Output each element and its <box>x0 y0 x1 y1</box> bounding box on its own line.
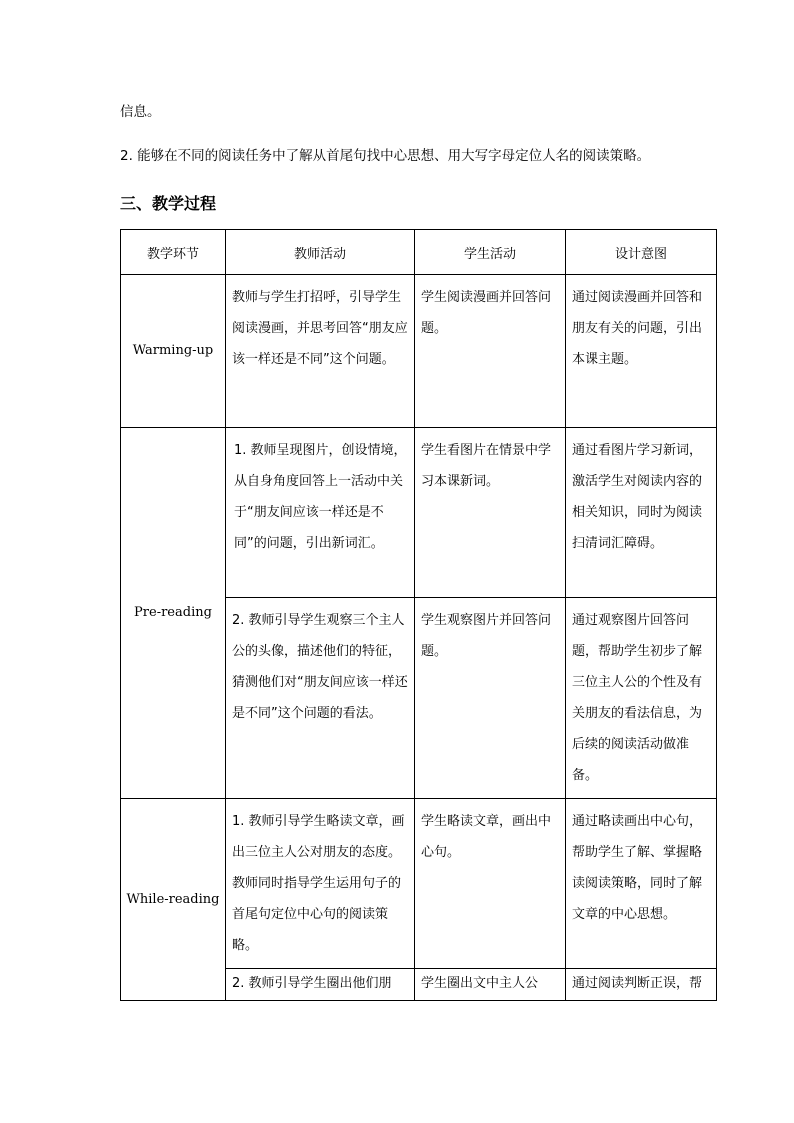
stage-pre-reading: Pre-reading <box>121 428 226 799</box>
design-purpose-cell: 通过略读画出中心句，帮助学生了解、掌握略读阅读策略，同时了解文章的中心思想。 <box>566 799 717 969</box>
intro-line-1: 信息。 <box>120 104 161 120</box>
intro-line-2: 2. 能够在不同的阅读任务中了解从首尾句找中心思想、用大写字母定位人名的阅读策略。 <box>120 148 651 164</box>
teacher-activity-cell: 1. 教师引导学生略读文章，画出三位主人公对朋友的态度。教师同时指导学生运用句子的首尾句定位中心句的阅读策略。 <box>226 799 415 969</box>
teacher-activity-cell: 1. 教师呈现图片，创设情境，从自身角度回答上一活动中关于“朋友间应该一样还是不同”的问题，引出新词汇。 <box>226 428 415 598</box>
design-purpose-cell: 通过观察图片回答问题，帮助学生初步了解三位主人公的个性及有关朋友的看法信息，为后续的阅读活动做准备。 <box>566 598 717 799</box>
section-title: 三、教学过程 <box>120 194 217 213</box>
table-row <box>121 799 717 969</box>
teacher-activity-cell: 2. 教师引导学生圈出他们朋 <box>226 969 415 1001</box>
header-student-activity: 学生活动 <box>415 230 566 275</box>
design-purpose-cell: 通过阅读漫画并回答和朋友有关的问题，引出本课主题。 <box>566 275 717 428</box>
table-row <box>121 275 717 428</box>
header-stage: 教学环节 <box>121 230 226 275</box>
header-design-purpose: 设计意图 <box>566 230 717 275</box>
stage-warming-up: Warming-up <box>121 275 226 428</box>
stage-while-reading: While-reading <box>121 799 226 1001</box>
teaching-process-table <box>120 229 717 1001</box>
table-row <box>121 428 717 598</box>
student-activity-cell: 学生看图片在情景中学习本课新词。 <box>415 428 566 598</box>
student-activity-cell: 学生阅读漫画并回答问题。 <box>415 275 566 428</box>
design-purpose-cell: 通过阅读判断正误，帮 <box>566 969 717 1001</box>
design-purpose-cell: 通过看图片学习新词，激活学生对阅读内容的相关知识，同时为阅读扫清词汇障碍。 <box>566 428 717 598</box>
student-activity-cell: 学生圈出文中主人公 <box>415 969 566 1001</box>
table-header-row <box>121 230 717 275</box>
student-activity-cell: 学生观察图片并回答问题。 <box>415 598 566 799</box>
header-teacher-activity: 教师活动 <box>226 230 415 275</box>
teacher-activity-cell: 教师与学生打招呼，引导学生阅读漫画，并思考回答“朋友应该一样还是不同”这个问题。 <box>226 275 415 428</box>
teacher-activity-cell: 2. 教师引导学生观察三个主人公的头像，描述他们的特征，猜测他们对“朋友间应该一样还是不同”这个问题的看法。 <box>226 598 415 799</box>
student-activity-cell: 学生略读文章，画出中心句。 <box>415 799 566 969</box>
